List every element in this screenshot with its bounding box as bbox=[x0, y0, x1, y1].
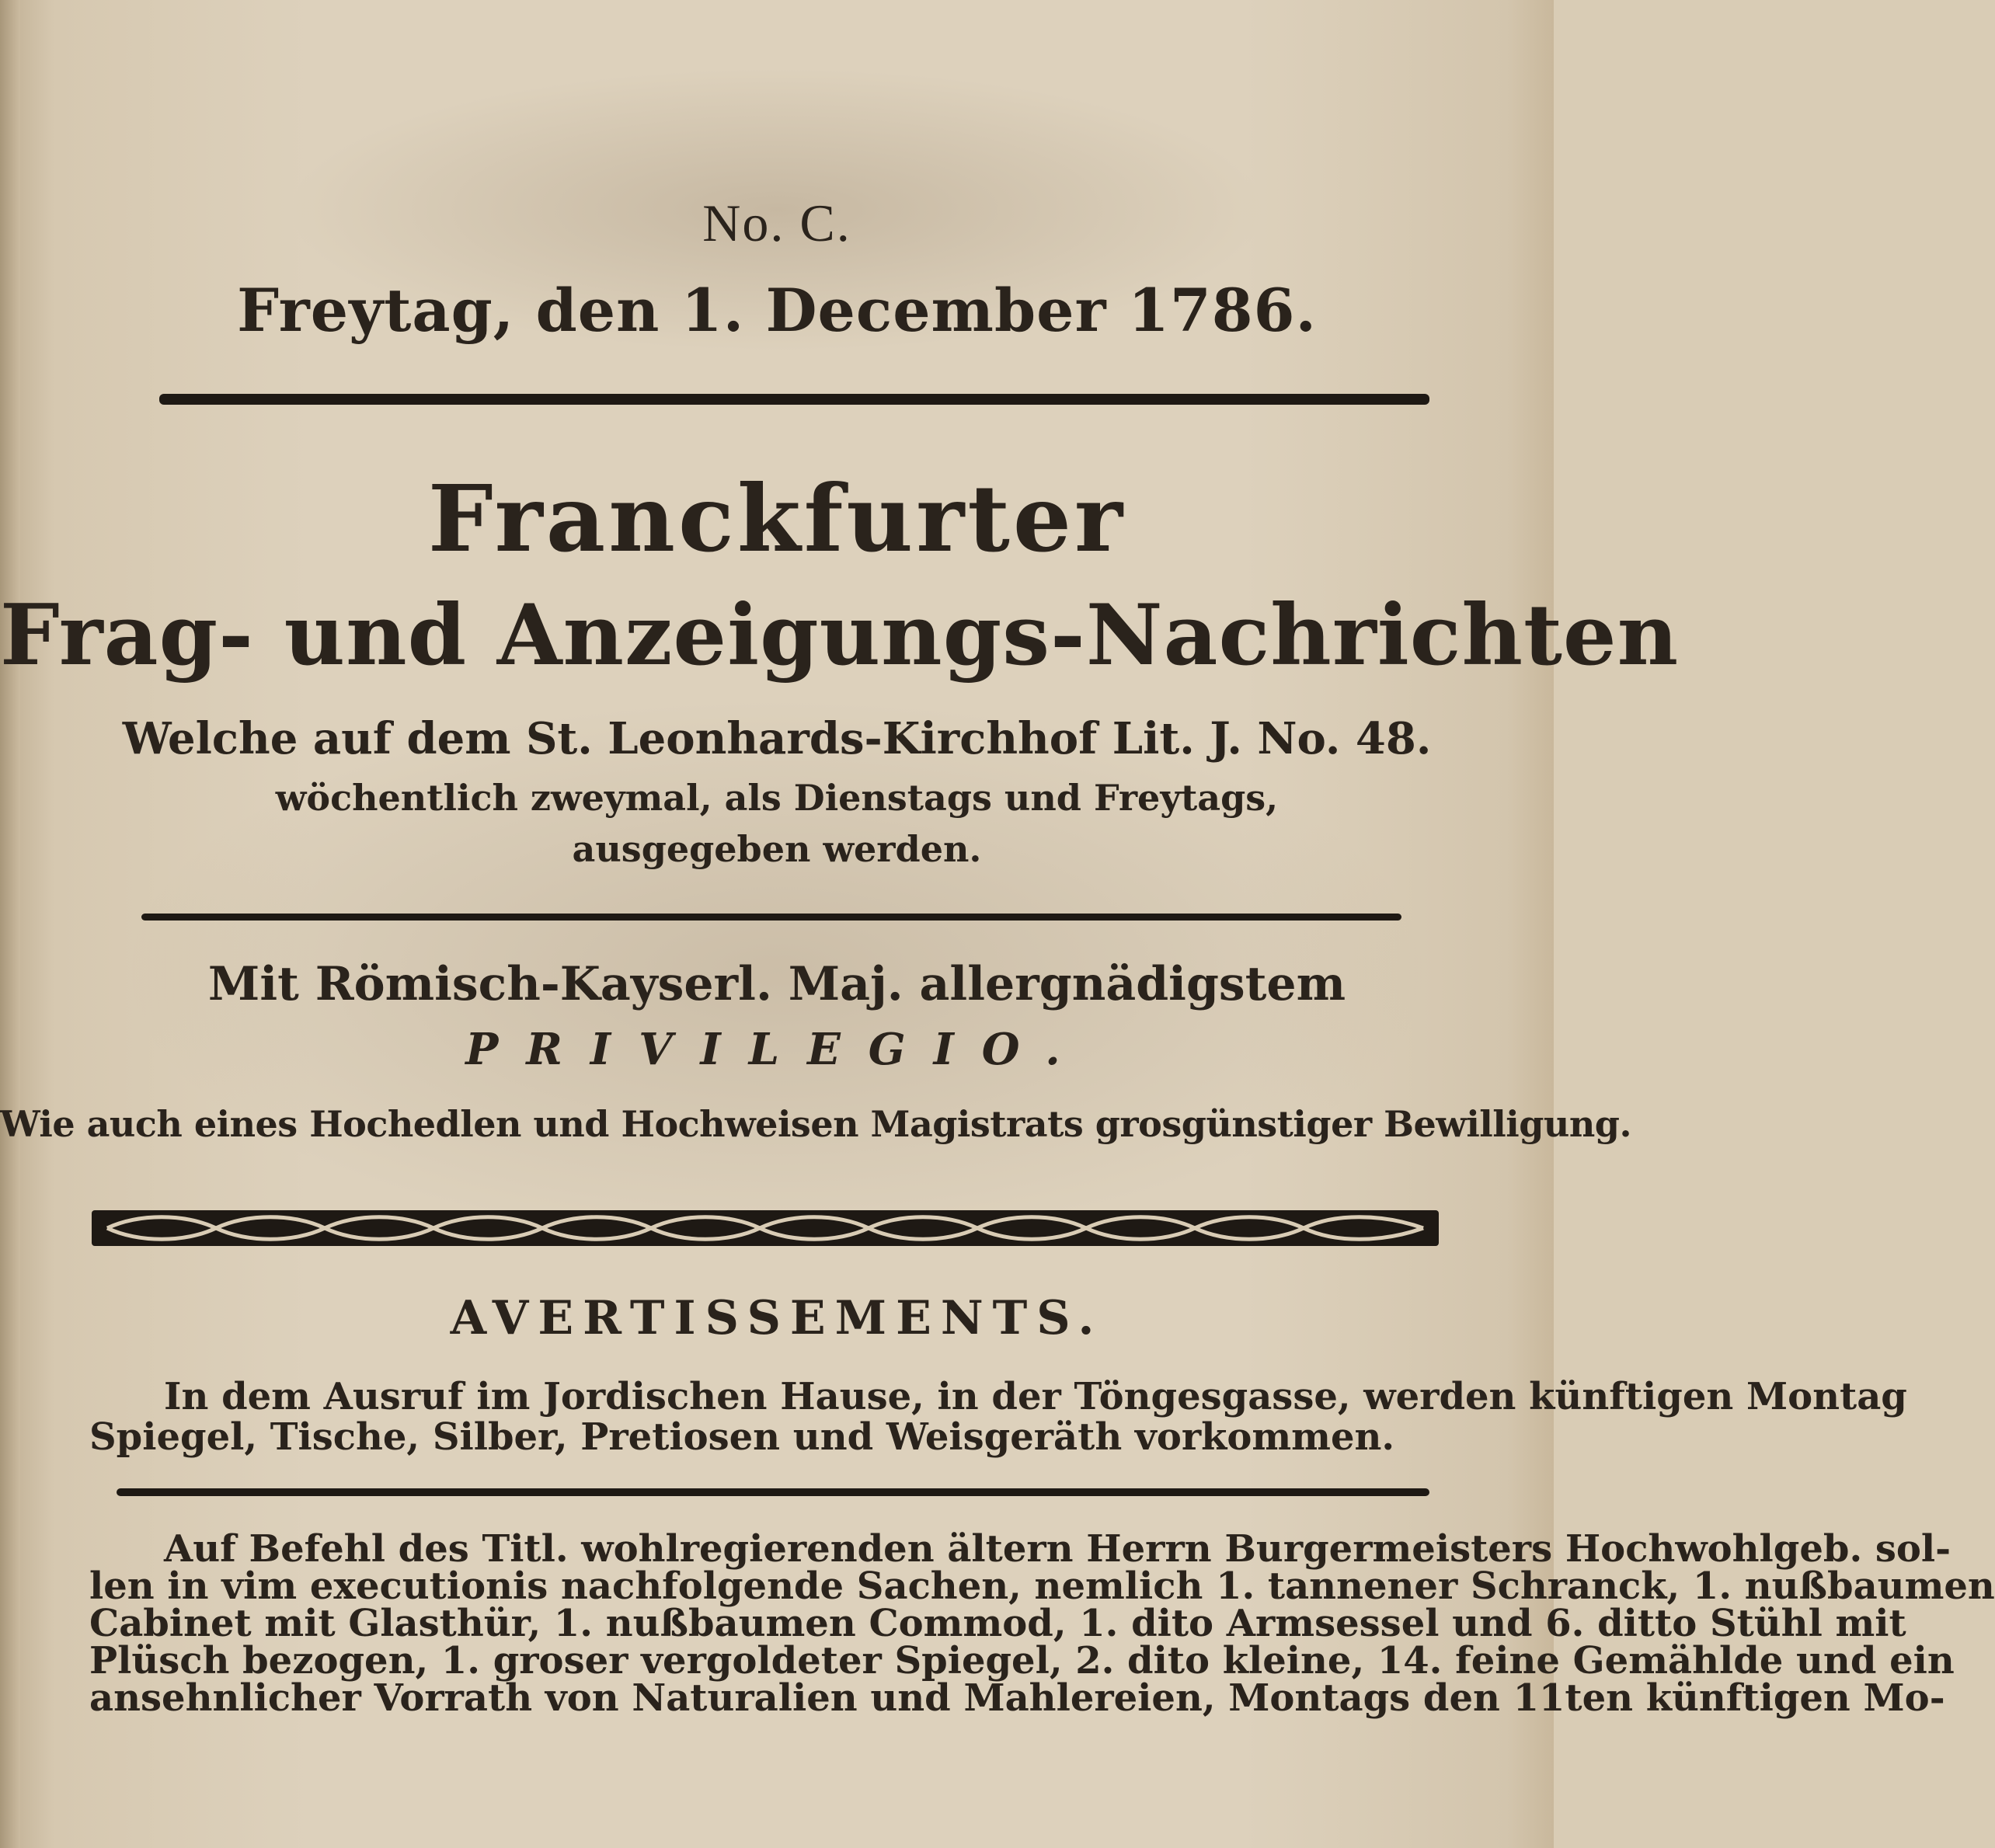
notice-line: In dem Ausruf im Jordischen Hause, in der Töngesgasse, werden künftigen Montag bbox=[164, 1375, 1907, 1418]
rule-top bbox=[159, 394, 1429, 405]
notice-line: Plüsch bezogen, 1. groser vergoldeter Spiegel, 2. dito kleine, 14. feine Gemählde und ein bbox=[89, 1639, 1955, 1683]
notice-line: Cabinet mit Glasthür, 1. nußbaumen Commod, 1. dito Armsessel und 6. ditto Stühl mit bbox=[89, 1602, 1906, 1645]
publication-note: ausgegeben werden. bbox=[572, 828, 982, 870]
publisher-location: Welche auf dem St. Leonhards-Kirchhof Lit. J. No. 48. bbox=[122, 713, 1432, 764]
rule-lower bbox=[117, 1488, 1429, 1496]
privilege-line: Mit Römisch-Kayserl. Maj. allergnädigstem bbox=[207, 957, 1346, 1011]
notice-line: len in vim executionis nachfolgende Sachen, nemlich 1. tannener Schranck, 1. nußbaumen bbox=[89, 1564, 1995, 1608]
notice-line: Spiegel, Tische, Silber, Pretiosen und Weisgeräth vorkommen. bbox=[89, 1415, 1395, 1459]
masthead-subtitle: Frag- und Anzeigungs-Nachrichten bbox=[0, 586, 1680, 684]
publication-schedule: wöchentlich zweymal, als Dienstags und Freytags, bbox=[275, 777, 1279, 819]
notice-auction bbox=[89, 1375, 1907, 1459]
notice-line: Auf Befehl des Titl. wohlregierenden ältern Herrn Burgermeisters Hochwohlgeb. sol- bbox=[164, 1527, 1951, 1571]
issue-number: No. C. bbox=[702, 193, 851, 252]
privilegio-word: PRIVILEGIO. bbox=[465, 1024, 1088, 1075]
ornamental-border bbox=[92, 1207, 1439, 1249]
magistrate-approval: Wie auch eines Hochedlen und Hochweisen Magistrats grosgünstiger Bewilligung. bbox=[0, 1103, 1631, 1145]
notice-line: ansehnlicher Vorrath von Naturalien und Mahlereien, Montags den 11ten künftigen Mo- bbox=[89, 1676, 1945, 1720]
issue-date: Freytag, den 1. December 1786. bbox=[237, 276, 1317, 345]
rule-middle bbox=[141, 914, 1401, 921]
section-heading: AVERTISSEMENTS. bbox=[450, 1291, 1104, 1345]
notice-execution bbox=[89, 1527, 1995, 1720]
masthead-title: Franckfurter bbox=[427, 465, 1126, 572]
